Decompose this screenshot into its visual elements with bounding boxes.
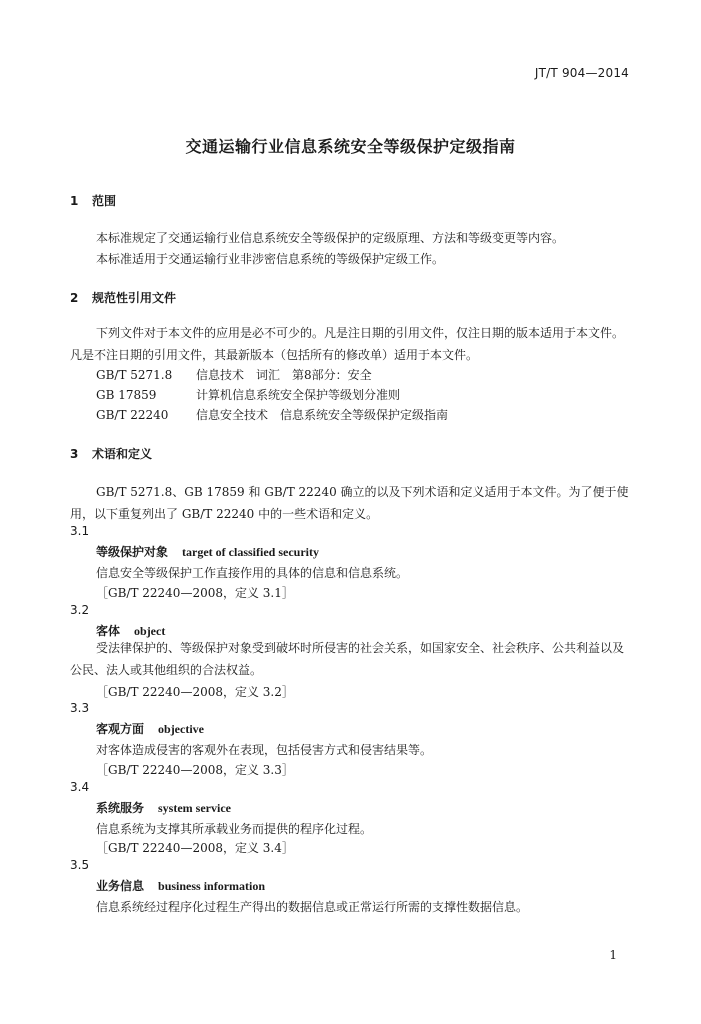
- term-source: ［GB/T 22240—2008，定义 3.3］: [96, 763, 294, 777]
- term-chinese: 业务信息: [96, 879, 145, 893]
- term-definition: 受法律保护的、等级保护对象受到破坏时所侵害的社会关系，如国家安全、社会秩序、公共利益以及公民、法人或其他组织的合法权益。: [70, 641, 625, 677]
- term-chinese: 系统服务: [96, 801, 145, 815]
- term-source: ［GB/T 22240—2008，定义 3.1］: [96, 586, 294, 600]
- term-source: ［GB/T 22240—2008，定义 3.4］: [96, 841, 294, 855]
- scope-paragraph-2: 本标准适用于交通运输行业非涉密信息系统的等级保护定级工作。: [96, 252, 445, 266]
- term-heading: [96, 543, 319, 560]
- term-definition: 信息安全等级保护工作直接作用的具体的信息和信息系统。: [96, 566, 409, 580]
- term-chinese: 客体: [96, 624, 121, 638]
- term-english: objective: [158, 722, 204, 736]
- section-heading-normative-references: [70, 289, 176, 306]
- reference-row: [96, 366, 372, 383]
- term-definition: 对客体造成侵害的客观外在表现，包括侵害方式和侵害结果等。: [96, 743, 433, 757]
- term-english: target of classified security: [182, 545, 319, 559]
- section-title: 规范性引用文件: [92, 291, 177, 305]
- reference-row: [96, 406, 448, 423]
- term-number: 3.5: [70, 858, 90, 872]
- term-definition: 信息系统为支撑其所承载业务而提供的程序化过程。: [96, 822, 373, 836]
- term-number: 3.3: [70, 701, 90, 715]
- references-paragraph: 下列文件对于本文件的应用是必不可少的。凡是注日期的引用文件，仅注日期的版本适用于本文件。凡是不注日期的引用文件，其最新版本（包括所有的修改单）适用于本文件。: [70, 326, 625, 362]
- term-heading: [96, 877, 265, 894]
- section-title: 术语和定义: [92, 447, 153, 461]
- reference-code: GB/T 5271.8: [96, 368, 173, 382]
- standard-code: JT/T 904—2014: [534, 66, 629, 80]
- term-source: ［GB/T 22240—2008，定义 3.2］: [96, 685, 294, 699]
- reference-title: 计算机信息系统安全保护等级划分准则: [196, 388, 401, 402]
- term-english: system service: [158, 801, 231, 815]
- term-number: 3.4: [70, 780, 90, 794]
- section-title: 范围: [92, 194, 117, 208]
- scope-paragraph-1: 本标准规定了交通运输行业信息系统安全等级保护的定级原理、方法和等级变更等内容。: [96, 231, 565, 245]
- reference-title: 信息安全技术 信息系统安全等级保护定级指南: [196, 408, 449, 422]
- term-heading: [96, 799, 231, 816]
- term-number: 3.2: [70, 603, 90, 617]
- document-title: 交通运输行业信息系统安全等级保护定级指南: [185, 137, 516, 156]
- term-chinese: 等级保护对象: [96, 545, 169, 559]
- term-definition: 信息系统经过程序化过程生产得出的数据信息或正常运行所需的支撑性数据信息。: [96, 900, 529, 914]
- section-heading-terms: [70, 445, 152, 462]
- reference-code: GB 17859: [96, 388, 157, 402]
- section-heading-scope: [70, 192, 116, 209]
- term-english: business information: [158, 879, 266, 893]
- reference-title: 信息技术 词汇 第8部分：安全: [196, 368, 372, 382]
- section-number: 2: [70, 291, 79, 305]
- term-chinese: 客观方面: [96, 722, 145, 736]
- term-english: object: [134, 624, 166, 638]
- page-number: 1: [609, 948, 617, 962]
- section-number: 1: [70, 194, 79, 208]
- term-heading: [96, 720, 204, 737]
- reference-row: [96, 386, 400, 403]
- terms-paragraph: GB/T 5271.8、GB 17859 和 GB/T 22240 确立的以及下列术语和定义适用于本文件。为了便于使用，以下重复列出了 GB/T 22240 中的一些术语和定义。: [70, 485, 629, 521]
- reference-code: GB/T 22240: [96, 408, 169, 422]
- term-number: 3.1: [70, 524, 90, 538]
- section-number: 3: [70, 447, 79, 461]
